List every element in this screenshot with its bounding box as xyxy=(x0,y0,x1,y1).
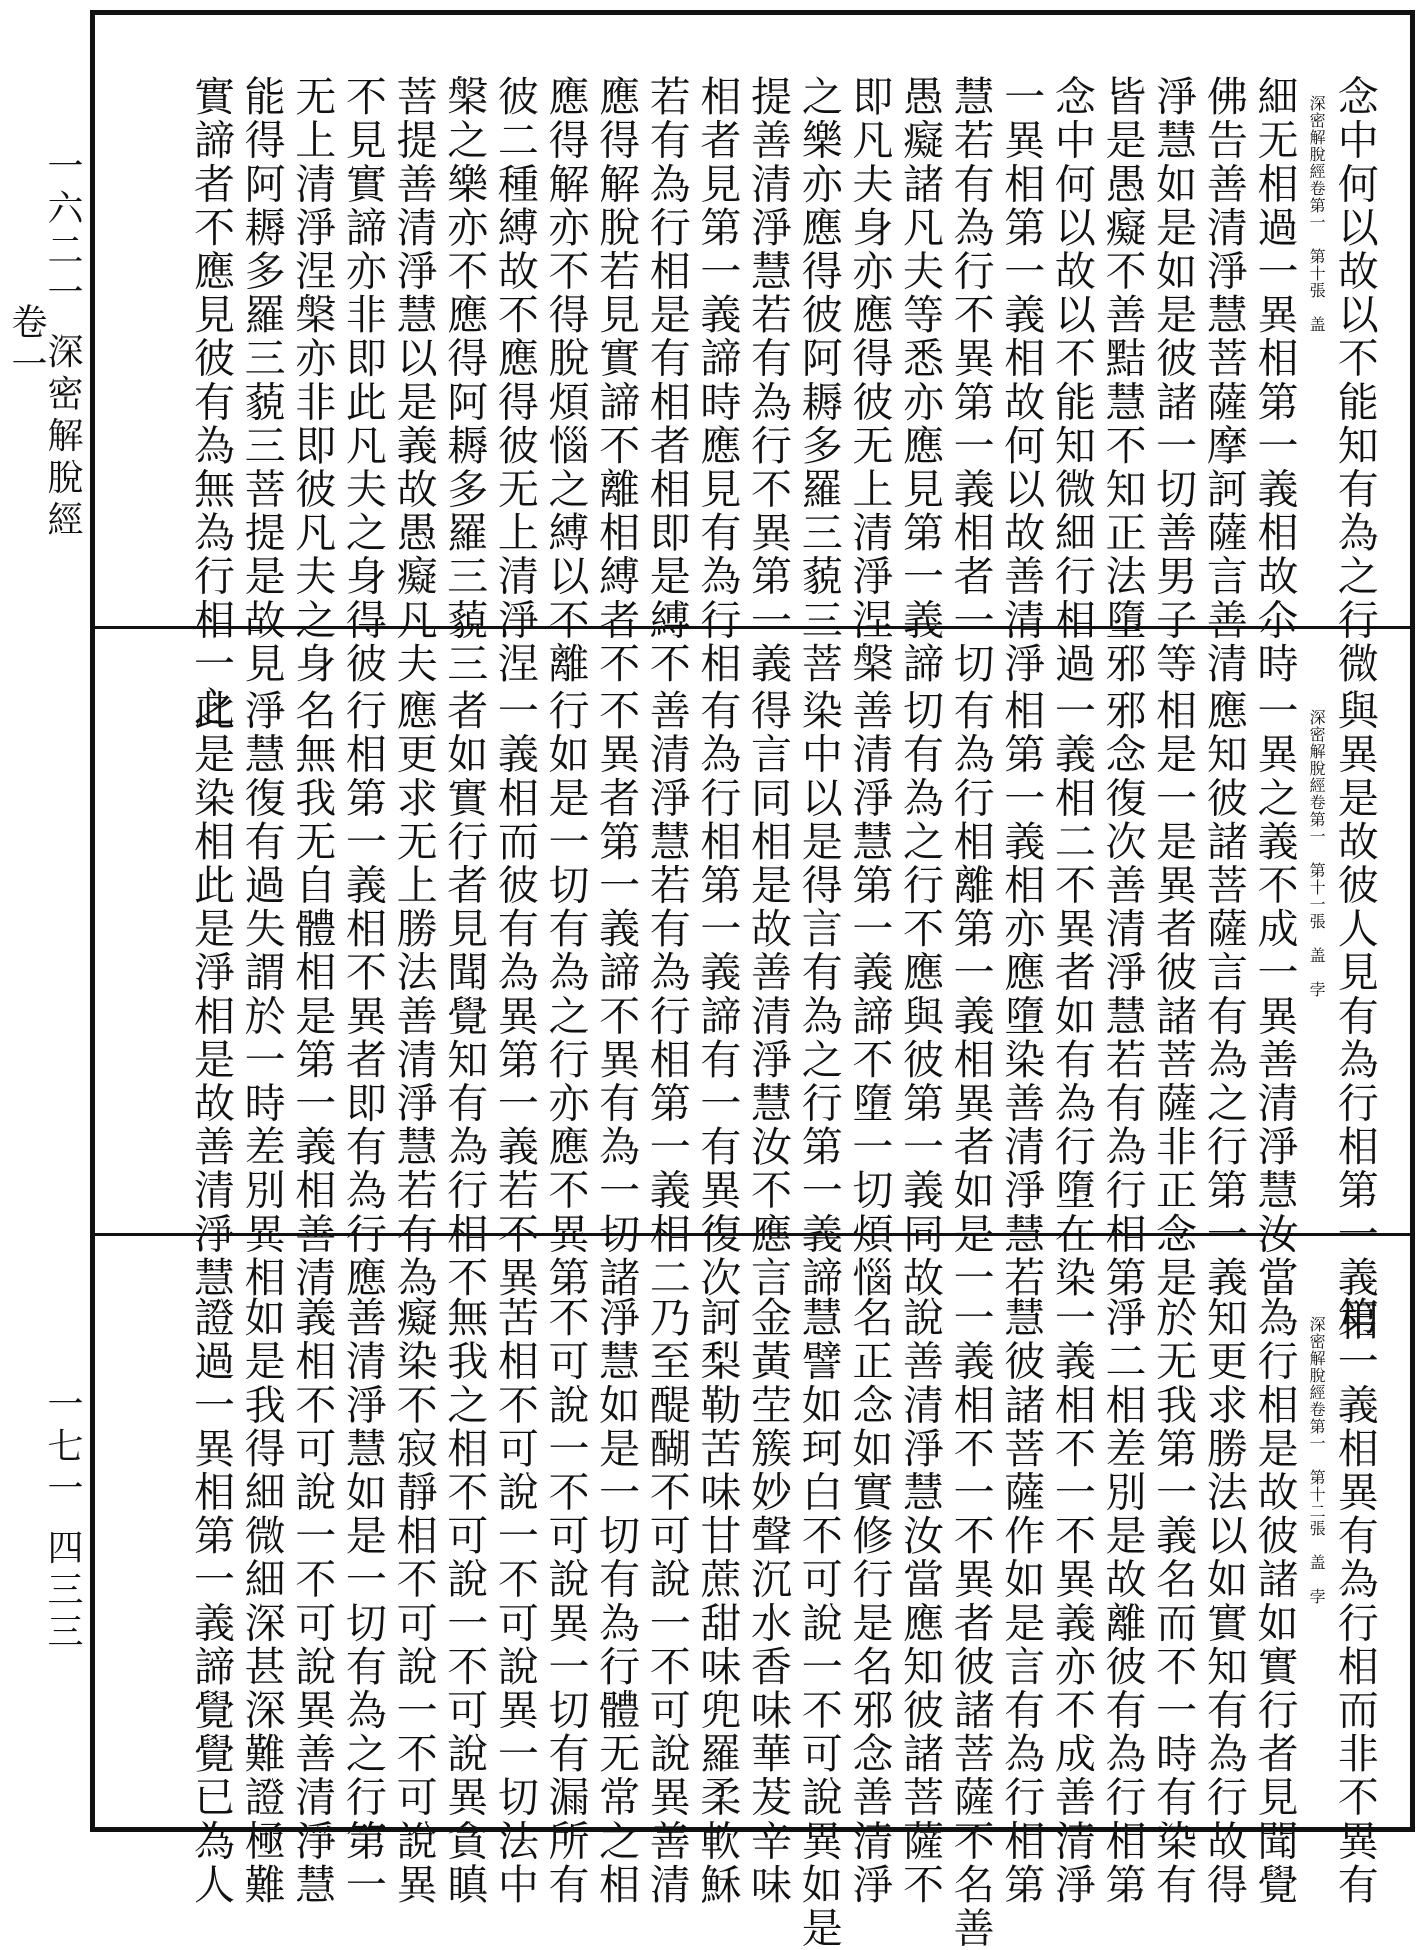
text-column: 無我之相不可說一不可說異貪瞋 xyxy=(440,1296,489,1907)
text-column: 若有為行相是有相者相即是縛不 xyxy=(642,75,691,686)
text-column: 即凡夫身亦應得彼无上清淨涅槃 xyxy=(845,75,894,686)
panel-1 xyxy=(95,15,1410,729)
panel-header: 深密解脫經卷第一 第十一張 盖 孛 xyxy=(1307,709,1327,998)
text-column: 應得解亦不得脫煩惱之縛以不離 xyxy=(541,75,590,686)
text-column: 慧彼諸菩薩作如是言有為行相第 xyxy=(997,1296,1046,1907)
text-column: 提善清淨慧若有為行不異第一義 xyxy=(744,75,793,686)
text-column: 能得阿耨多羅三藐三菩提是故見 xyxy=(237,75,286,686)
text-column: 細无相過一異相第一義相故尒時 xyxy=(1250,75,1299,686)
text-column: 无上清淨涅槃亦非即彼凡夫之身 xyxy=(288,75,337,686)
text-column: 行如是一切有為之行亦應不異第 xyxy=(541,689,590,1300)
text-column: 菩提善清淨慧以是義故愚癡凡夫 xyxy=(389,75,438,686)
text-column: 證過一異相第一義諦覺覺已為人 xyxy=(187,1296,235,1907)
text-column: 與異是故彼人見有為行相第一義相 xyxy=(1330,689,1379,1343)
text-column: 一義相二不異者如有為行墮在染 xyxy=(1047,689,1096,1300)
text-column: 慧若有為行不異第一義相者一切 xyxy=(946,75,995,686)
text-column: 此是染相此是淨相是故善清淨慧 xyxy=(187,689,235,1300)
text-column: 金黃茔簇妙聲沉水香味華茇辛味 xyxy=(744,1296,793,1907)
text-column: 槃之樂亦不應得阿耨多羅三藐三 xyxy=(440,75,489,686)
text-column: 一義相不一不異者彼諸菩薩不名善 xyxy=(946,1296,995,1950)
text-column: 愚癡諸凡夫等悉亦應見第一義諦 xyxy=(895,75,944,686)
text-column: 訶梨勒苦味甘蔗甜味兜羅柔軟穌 xyxy=(693,1296,742,1907)
text-column: 一義相不一不異義亦不成善清淨 xyxy=(1047,1296,1096,1907)
text-column: 癡染不寂靜相不可說一不可說異 xyxy=(389,1296,438,1907)
text-column: 淨慧復有過失謂於一時差別異相 xyxy=(237,689,286,1300)
text-column: 皆是愚癡不善黠慧不知正法墮邪 xyxy=(1098,75,1147,686)
text-column: 第一義相異有為行相而非不異有 xyxy=(1330,1296,1379,1907)
text-column: 者如實行者見聞覺知有為行相不 xyxy=(440,689,489,1300)
text-column: 不見實諦亦非即此凡夫之身得彼 xyxy=(338,75,387,686)
text-column: 染中以是得言有為之行第一義諦 xyxy=(794,689,843,1300)
text-column: 之樂亦應得彼阿耨多羅三藐三菩 xyxy=(794,75,843,686)
panel-2 xyxy=(95,626,1410,1343)
text-column: 念中何以故以不能知微細行相過 xyxy=(1047,75,1096,686)
text-column: 如是我得細微細深甚深難證極難 xyxy=(237,1296,286,1907)
panel-header: 深密解脫經卷第一 第十張 盖 xyxy=(1307,95,1327,333)
text-column: 有為行相第一義諦有一有異復次 xyxy=(693,689,742,1300)
text-column: 義相不可說一不可說異善清淨慧 xyxy=(288,1296,337,1907)
text-column: 為行相是故彼諸如實行者見聞覺 xyxy=(1250,1296,1299,1907)
text-column: 慧譬如珂白不可說一不可說異如是 xyxy=(794,1296,843,1950)
text-column: 應更求无上勝法善清淨慧若有為 xyxy=(389,689,438,1300)
text-column: 彼二種縛故不應得彼无上清淨涅 xyxy=(490,75,539,686)
margin-title: 一六二一 深密解脫經 卷一 xyxy=(6,147,83,543)
text-column: 相是一是異者彼諸菩薩非正念是 xyxy=(1149,689,1198,1300)
text-column: 善清淨慧第一義諦不墮一切煩惱 xyxy=(845,689,894,1300)
text-column: 邪念復次善清淨慧若有為行相第 xyxy=(1098,689,1147,1300)
text-column: 知更求勝法以如實知有為行故得 xyxy=(1199,1296,1248,1907)
text-column: 於无我第一義名而不一時有染有 xyxy=(1149,1296,1198,1907)
text-column: 淨慧如是一切有為行體无常之相 xyxy=(592,1296,641,1907)
text-column: 一異相第一義相故何以故善清淨 xyxy=(997,75,1046,686)
text-column: 應知彼諸菩薩言有為之行第一義 xyxy=(1199,689,1248,1300)
text-column: 淨二相差別是故離彼有為行相第 xyxy=(1098,1296,1147,1907)
text-column: 善清淨慧如是一切有為之行第一 xyxy=(338,1296,387,1907)
text-column: 不異者第一義諦不異有為一切諸 xyxy=(592,689,641,1300)
text-column: 一異之義不成一異善清淨慧汝當 xyxy=(1250,689,1299,1300)
text-column: 得言同相是故善清淨慧汝不應言 xyxy=(744,689,793,1300)
text-column: 一義相而彼有為異第一義若不異 xyxy=(490,689,539,1300)
text-column: 應得解脫若見實諦不離相縛者不 xyxy=(592,75,641,686)
panel-3 xyxy=(95,1233,1410,1950)
text-column: 苦相不可說一不可說異一切法中 xyxy=(490,1296,539,1907)
text-column: 名正念如實修行是名邪念善清淨 xyxy=(845,1296,894,1907)
page-frame xyxy=(90,10,1415,1950)
text-column: 相第一義相亦應墮染善清淨慧若 xyxy=(997,689,1046,1300)
text-column: 善清淨慧若有為行相第一義相二 xyxy=(642,689,691,1300)
text-column: 佛告善清淨慧菩薩摩訶薩言善清 xyxy=(1199,75,1248,686)
text-column: 實諦者不應見彼有為無為行相一之 xyxy=(187,75,235,729)
panel-header: 深密解脫經卷第一 第十二張 盖 孛 xyxy=(1307,1316,1327,1605)
text-column: 切有為之行不應與彼第一義同故 xyxy=(895,689,944,1300)
text-column: 不可說一不可說異一切有漏所有 xyxy=(541,1296,590,1907)
text-column: 有為行相離第一義相異者如是一 xyxy=(946,689,995,1300)
text-column: 說善清淨慧汝當應知彼諸菩薩不 xyxy=(895,1296,944,1907)
text-column: 相者見第一義諦時應見有為行相 xyxy=(693,75,742,686)
margin-page-number: 一七一 四三三 xyxy=(42,1385,83,1655)
text-column: 淨慧如是如是彼諸一切善男子等 xyxy=(1149,75,1198,686)
text-column: 名無我无自體相是第一義相善清 xyxy=(288,689,337,1300)
text-column: 乃至醍醐不可說一不可說異善清 xyxy=(642,1296,691,1907)
text-column: 念中何以故以不能知有為之行微 xyxy=(1330,75,1379,686)
text-column: 行相第一義相不異者即有為行應 xyxy=(338,689,387,1300)
